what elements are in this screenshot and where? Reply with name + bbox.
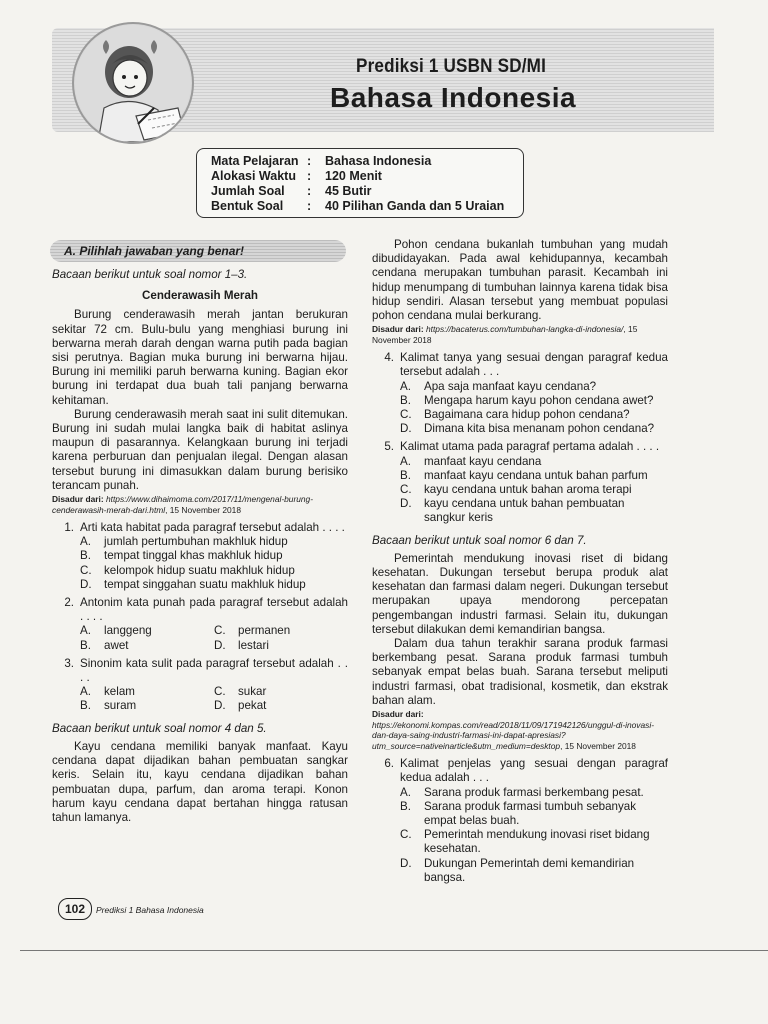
story-title: Cenderawasih Merah	[142, 289, 258, 303]
option[interactable]: B. awet	[80, 638, 129, 652]
option[interactable]: A. kelam	[80, 685, 135, 699]
option[interactable]: A. langgeng	[80, 624, 152, 638]
left-column	[52, 268, 348, 825]
source-note: Disadur dari: https://ekonomi.kompas.com/read/2018/11/09/171942126/unggul-di-inovasi-dan-daya-saing-industri-farmasi-ini-dapat-apresiasi?utm_source=nativeinarticle&utm_medium=desktop, 15 November 2018	[372, 709, 654, 751]
option[interactable]: A. Sarana produk farmasi berkembang pesat.	[400, 785, 644, 799]
option[interactable]: B. Sarana produk farmasi tumbuh sebanyak empat belas buah.	[400, 799, 637, 827]
option[interactable]: C. kelompok hidup suatu makhluk hidup	[80, 563, 295, 577]
paragraph: Pemerintah mendukung inovasi riset di bidang kesehatan. Dukungan tersebut berupa produk alat kesehatan dan farmasi dalam negeri. Dukungan tersebut merupakan upaya mendorong percepatan pengembangan industri farmasi. Selain itu, dukungan tersebut dilakukan demi kemandirian bangsa.	[372, 551, 668, 636]
option[interactable]: D. lestari	[214, 638, 269, 652]
option[interactable]: D. tempat singgahan suatu makhluk hidup	[80, 577, 306, 591]
paragraph: Burung cenderawasih merah jantan berukuran sekitar 72 cm. Bulu-bulu yang menghiasi burung ini berwarna merah darah dengan warna putih pada bagian sisi perutnya. Bagian muka burung ini berwarna hijau. Burung ini memiliki paruh berwarna kuning. Bagian ekor burung ini terdapat dua buah tali panjang berwarna kehitaman.	[52, 308, 348, 407]
option[interactable]: A. manfaat kayu cendana	[400, 454, 542, 468]
header-illustration	[72, 22, 194, 144]
options-q2	[80, 624, 348, 652]
paragraph: Dalam dua tahun terakhir sarana produk farmasi berkembang pesat. Sarana produk farmasi tumbuh sebanyak empat belas buah. Sarana tersebut meliputi industri farmasi, obat tradisional, kosmetik, dan ekstrak bahan alam.	[372, 637, 668, 707]
exam-subtitle: Prediksi 1 USBN SD/MI	[356, 56, 547, 77]
option[interactable]: C. sukar	[214, 685, 267, 699]
info-row-count: Jumlah Soal : 45 Butir	[211, 184, 372, 198]
question-4: 4. Kalimat tanya yang sesuai dengan paragraf kedua tersebut adalah . . .	[384, 351, 668, 379]
reading-lead: Bacaan berikut untuk soal nomor 1–3.	[52, 268, 248, 281]
option[interactable]: C. kayu cendana untuk bahan aroma terapi	[400, 483, 632, 497]
option[interactable]: D. pekat	[214, 699, 267, 713]
question-5: 5. Kalimat utama pada paragraf pertama adalah . . . .	[384, 440, 660, 454]
girl-writing-illustration	[74, 24, 192, 142]
paragraph: Burung cenderawasih merah saat ini sulit ditemukan. Burung ini sudah mulai langka baik di habitat aslinya maupun di pasarannya. Kelangkaan burung ini terjadi karena perburuan dan penjualan ilegal. Dengan alasan tersebut burung ini dimasukkan dalam burung berisiko terancam punah.	[52, 407, 348, 492]
option[interactable]: D. Dimana kita bisa menanam pohon cendana?	[400, 422, 655, 436]
right-column	[372, 238, 668, 885]
option[interactable]: D. kayu cendana untuk bahan pembuatan sangkur keris	[400, 497, 625, 525]
paragraph: Kayu cendana memiliki banyak manfaat. Kayu cendana dapat dijadikan bahan pembuatan sangkar keris. Selain itu, kayu cendana dijadikan bahan pembuatan dupa, parfum, dan aroma terapi. Konon harum kayu cendana dapat bertahan hingga ratusan tahun lamanya.	[52, 739, 348, 824]
options-q6	[400, 786, 668, 885]
footer-label: Prediksi 1 Bahasa Indonesia	[96, 905, 204, 915]
option[interactable]: C. Bagaimana cara hidup pohon cendana?	[400, 408, 630, 422]
question-2: 2. Antonim kata punah pada paragraf tersebut adalah . . . .	[64, 596, 348, 624]
options-q4	[400, 380, 668, 437]
page-number: 102	[58, 898, 92, 920]
option[interactable]: B. suram	[80, 699, 137, 713]
question-3: 3. Sinonim kata sulit pada paragraf tersebut adalah . . . .	[64, 656, 348, 685]
source-note: Disadur dari: https://bacaterus.com/tumbuhan-langka-di-indonesia/, 15 November 2018	[372, 324, 638, 345]
info-row-time: Alokasi Waktu : 120 Menit	[211, 169, 382, 183]
section-heading: A. Pilihlah jawaban yang benar!	[50, 240, 346, 262]
question-1: 1. Arti kata habitat pada paragraf tersebut adalah . . . .	[64, 521, 345, 535]
option[interactable]: C. permanen	[214, 624, 291, 638]
exam-info-box	[196, 148, 524, 218]
option[interactable]: B. manfaat kayu cendana untuk bahan parfum	[400, 468, 648, 482]
option[interactable]: A. jumlah pertumbuhan makhluk hidup	[80, 535, 288, 549]
info-row-format: Bentuk Soal : 40 Pilihan Ganda dan 5 Uraian	[211, 199, 505, 213]
question-6: 6. Kalimat penjelas yang sesuai dengan paragraf kedua adalah . . .	[384, 757, 668, 785]
option[interactable]: B. tempat tinggal khas makhluk hidup	[80, 549, 283, 563]
options-q3	[80, 685, 348, 713]
paragraph: Pohon cendana bukanlah tumbuhan yang mudah dibudidayakan. Pada awal kehidupannya, kecambah cendana merupakan tumbuhan parasit. Kecambah ini hidup menumpang di tumbuhan lainnya karena tidak bisa hidup sendiri. Alasan tersebut yang membuat populasi pohon cendana mulai berkurang.	[372, 238, 668, 323]
reading-lead: Bacaan berikut untuk soal nomor 6 dan 7.	[372, 533, 587, 547]
option[interactable]: C. Pemerintah mendukung inovasi riset bidang kesehatan.	[400, 828, 650, 856]
options-q5	[400, 455, 668, 526]
footer-divider	[20, 950, 768, 951]
source-note: Disadur dari: https://www.dihaimoma.com/2017/11/mengenal-burung-cenderawasih-merah-dari.html, 15 November 2018	[52, 494, 314, 515]
exam-title: Bahasa Indonesia	[330, 82, 577, 113]
option[interactable]: A. Apa saja manfaat kayu cendana?	[400, 379, 597, 393]
reading-lead: Bacaan berikut untuk soal nomor 4 dan 5.	[52, 721, 267, 735]
info-row-subject: Mata Pelajaran : Bahasa Indonesia	[211, 154, 432, 168]
option[interactable]: D. Dukungan Pemerintah demi kemandirian bangsa.	[400, 856, 635, 884]
option[interactable]: B. Mengapa harum kayu pohon cendana awet?	[400, 393, 654, 407]
options-q1	[80, 535, 348, 592]
